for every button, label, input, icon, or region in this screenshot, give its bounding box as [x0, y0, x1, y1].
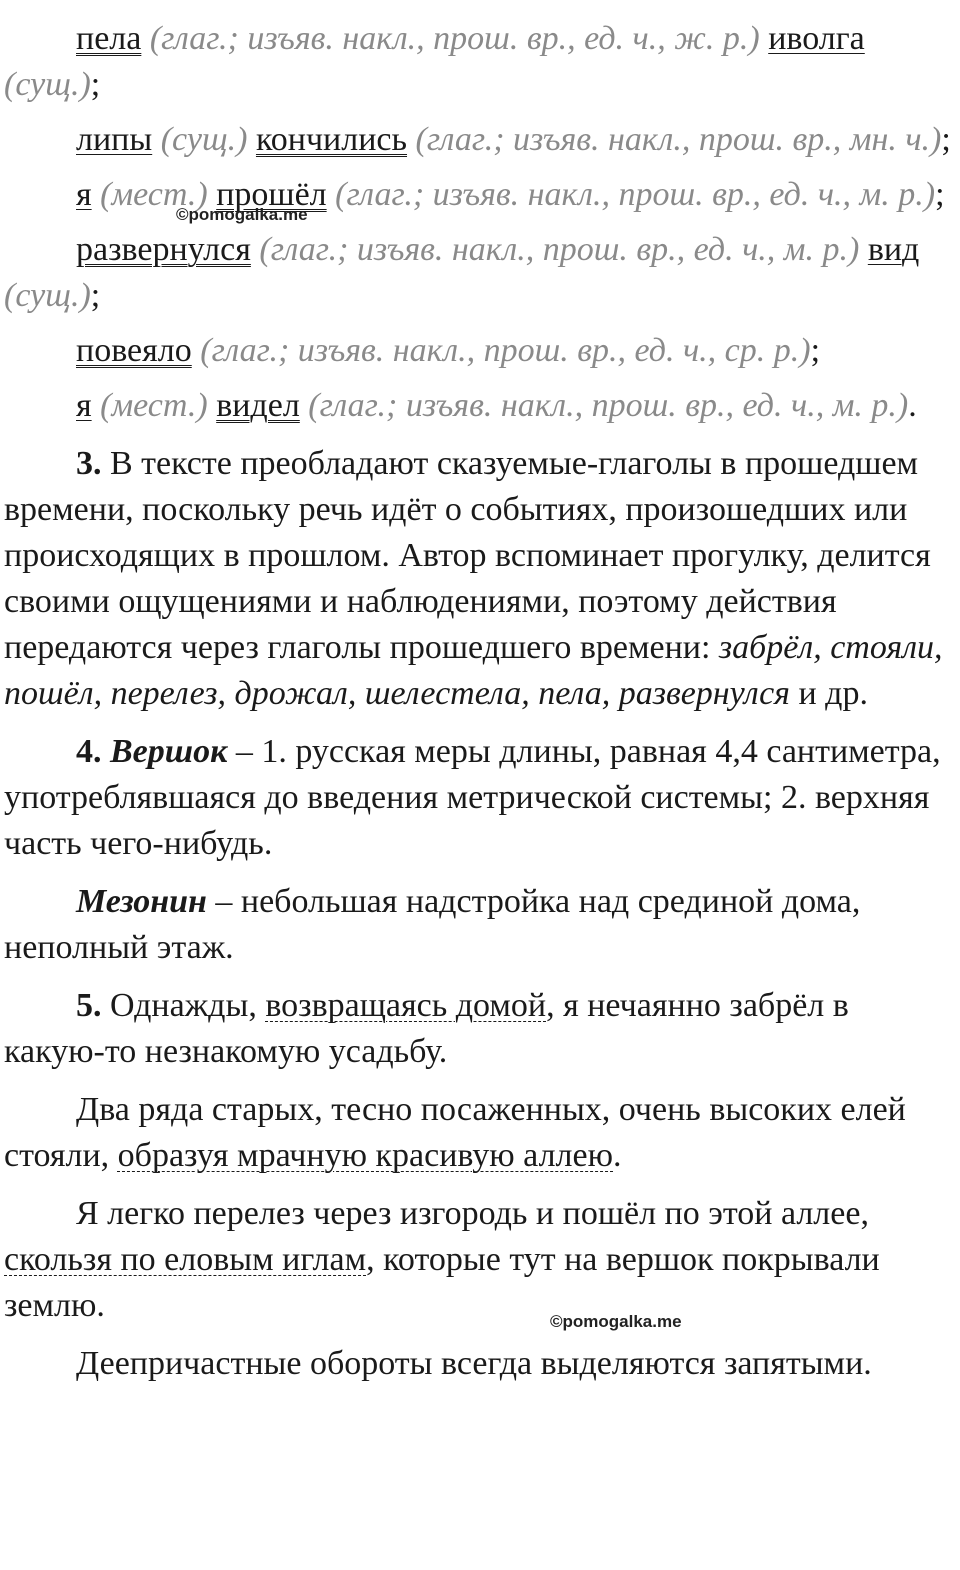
answer-5-rule — [4, 1341, 954, 1387]
predicate-word: прошёл — [216, 176, 327, 213]
grammar-note: (глаг.; изъяв. накл., прош. вр., ед. ч., м. р.) — [335, 176, 936, 213]
parse-line-2 — [4, 117, 954, 163]
watermark: ©pomogalka.me — [550, 1312, 682, 1331]
line-end: ; — [941, 121, 951, 158]
sentence-text: , я нечаянно забрёл в какую-то незнакомую усадьбу. — [4, 987, 849, 1070]
subject-word: липы — [76, 121, 153, 158]
participle-phrase: образуя мрачную красивую аллею — [117, 1137, 613, 1174]
subject-word: иволга — [768, 20, 865, 57]
answer-5-sentence-1 — [4, 983, 954, 1075]
grammar-note: (мест.) — [100, 176, 208, 213]
grammar-note: (сущ.) — [4, 277, 91, 314]
definition-mezonin: – небольшая надстройка над срединой дома, неполный этаж. — [4, 883, 861, 966]
grammar-note: (глаг.; изъяв. накл., прош. вр., ед. ч., м. р.) — [259, 231, 860, 268]
parse-line-4 — [4, 227, 954, 319]
answer-3 — [4, 441, 954, 717]
term-mezonin: Мезонин — [76, 883, 207, 920]
grammar-note: (глаг.; изъяв. накл., прош. вр., ед. ч., ср. р.) — [200, 332, 811, 369]
predicate-word: кончились — [255, 121, 408, 158]
sentence-text: , которые тут на вершок покрывали землю. — [4, 1241, 880, 1324]
participle-phrase: скользя по еловым иглам — [4, 1241, 367, 1278]
predicate-word: пела — [76, 20, 142, 57]
watermark: ©pomogalka.me — [176, 205, 308, 224]
grammar-note: (сущ.) — [160, 121, 248, 158]
grammar-note: (глаг.; изъяв. накл., прош. вр., ед. ч., м. р.) — [308, 387, 909, 424]
participle-phrase: возвращаясь домой — [265, 987, 547, 1024]
answer-number: 4. — [76, 733, 102, 770]
parse-line-3 — [4, 172, 954, 218]
answer-text: В тексте преобладают сказуемые-глаголы в прошедшем времени, поскольку речь идёт о событиях, произошедших или происходящих в прошлом. Автор вспоминает прогулку, делится своими ощущениями и наблюдениями, поэтому действия передаются через глаголы прошедшего времени: — [4, 445, 931, 666]
sentence-text: . — [613, 1137, 622, 1174]
grammar-note: (сущ.) — [4, 66, 91, 103]
predicate-word: видел — [216, 387, 300, 424]
predicate-word: развернулся — [76, 231, 251, 268]
line-end: ; — [90, 66, 101, 103]
line-end: . — [908, 387, 917, 424]
line-end: ; — [90, 277, 101, 314]
sentence-text: Однажды, — [101, 987, 266, 1024]
subject-word: я — [76, 176, 92, 213]
line-end: ; — [935, 176, 945, 213]
sentence-text: Я легко перелез через изгородь и пошёл по этой аллее, — [76, 1195, 869, 1232]
line-end: ; — [810, 332, 821, 369]
parse-line-1 — [4, 16, 954, 108]
predicate-word: повеяло — [76, 332, 192, 369]
parse-line-6 — [4, 383, 954, 429]
term-vershok: Вершок — [110, 733, 228, 770]
subject-word: я — [76, 387, 92, 424]
definition-vershok: – 1. русская меры длины, равная 4,4 сантиметра, употреблявшаяся до введения метрической системы; 2. верхняя часть чего-нибудь. — [4, 733, 941, 862]
answer-5-sentence-2 — [4, 1087, 954, 1179]
rule-text: Деепричастные обороты всегда выделяются запятыми. — [76, 1345, 872, 1382]
parse-line-5 — [4, 328, 954, 374]
subject-word: вид — [867, 231, 920, 268]
grammar-note: (мест.) — [100, 387, 208, 424]
grammar-note: (глаг.; изъяв. накл., прош. вр., мн. ч.) — [415, 121, 942, 158]
answer-tail: и др. — [789, 675, 868, 712]
answer-5-sentence-3 — [4, 1191, 954, 1329]
document-page — [4, 0, 954, 1387]
answer-4-vershok — [4, 729, 954, 867]
answer-number: 5. — [76, 987, 102, 1024]
answer-number: 3. — [76, 445, 102, 482]
answer-4-mezonin — [4, 879, 954, 971]
grammar-note: (глаг.; изъяв. накл., прош. вр., ед. ч., ж. р.) — [149, 20, 760, 57]
verb-examples: забрёл, стояли, пошёл, перелез, дрожал, шелестела, пела, развернулся — [4, 629, 943, 712]
sentence-text: Два ряда старых, тесно посаженных, очень высоких елей стояли, — [4, 1091, 906, 1174]
